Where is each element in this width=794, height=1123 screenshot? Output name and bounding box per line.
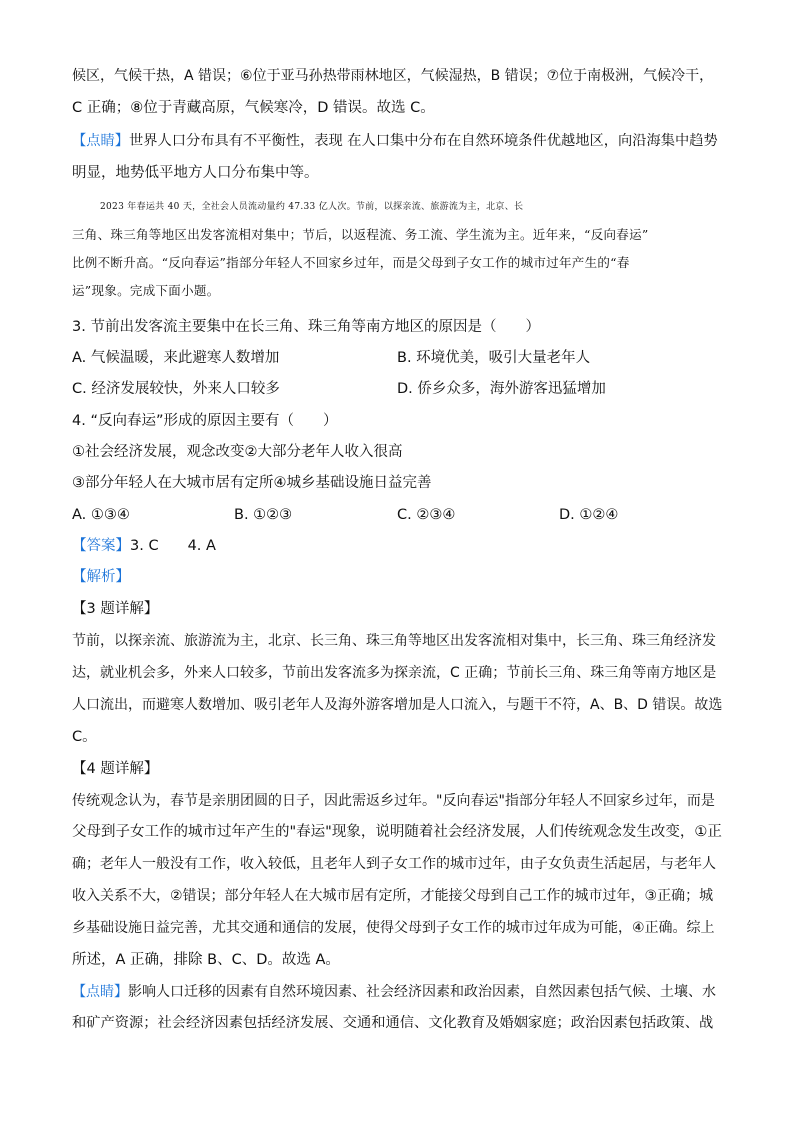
passage-line: 比例不断升高。“反向春运”指部分年轻人不回家乡过年，而是父母到子女工作的城市过年产生的“春 [72, 255, 630, 270]
tip-text: 影响人口迁移的因素有自然环境因素、社会经济因素和政治因素，自然因素包括气候、土壤、水 [128, 984, 716, 1000]
q3-detail-line: 人口流出，而避寒人数增加、吸引老年人及海外游客增加是人口流入，与题干不符，A、B、D 错误。故选 [72, 697, 723, 713]
q4-detail-line: 收入关系不大，②错误；部分年轻人在大城市居有定所，才能接父母到自己工作的城市过年，③正确；城 [72, 888, 714, 904]
passage-line: 运”现象。完成下面小题。 [72, 283, 220, 298]
prev-tip-paragraph [72, 131, 722, 151]
final-tip-paragraph [72, 982, 722, 1002]
prev-answer-line: 候区，气候干热，A 错误；⑥位于亚马孙热带雨林地区，气候湿热，B 错误；⑦位于南极洲，气候冷干， [72, 68, 714, 84]
q4-detail-label: 【4 题详解】 [72, 761, 159, 777]
analysis-label: 【解析】 [72, 569, 130, 585]
q4-option-c: C. ②③④ [397, 507, 456, 523]
q4-detail-line: 所述，A 正确，排除 B、C、D。故选 A。 [72, 952, 340, 968]
q4-detail-line: 传统观念认为，春节是亲朋团圆的日子，因此需返乡过年。"反向春运"指部分年轻人不回家乡过年，而是 [72, 793, 715, 809]
passage-line: 2023 年春运共 40 天，全社会人员流动量约 47.33 亿人次。节前，以探亲流、旅游流为主，北京、长 [100, 202, 524, 212]
q4-item-line: ③部分年轻人在大城市居有定所④城乡基础设施日益完善 [72, 475, 432, 491]
answer-line [72, 536, 722, 556]
answer-text: 3. C 4. A [130, 538, 216, 554]
passage-line: 三角、珠三角等地区出发客流相对集中；节后，以返程流、务工流、学生流为主。近年来，“反向春运” [72, 227, 649, 242]
tip-text: 世界人口分布具有不平衡性，表现 在人口集中分布在自然环境条件优越地区，向沿海集中趋势 [129, 133, 718, 149]
q3-detail-line: C。 [72, 729, 97, 745]
q4-detail-line: 乡基础设施日益完善，尤其交通和通信的发展，使得父母到子女工作的城市过年成为可能，④正确。综上 [72, 920, 715, 936]
prev-answer-line: C 正确；⑧位于青藏高原，气候寒冷，D 错误。故选 C。 [72, 100, 435, 116]
q4-option-b: B. ①②③ [234, 507, 293, 523]
q3-detail-line: 达，就业机会多，外来人口较多，节前出发客流多为探亲流，C 正确；节前长三角、珠三角等南方地区是 [72, 665, 717, 681]
question-4-stem: 4. “反向春运”形成的原因主要有（ ） [72, 413, 338, 429]
q3-option-c: C. 经济发展较快，外来人口较多 [72, 381, 280, 397]
q3-detail-label: 【3 题详解】 [72, 601, 159, 617]
final-tip-line: 和矿产资源；社会经济因素包括经济发展、交通和通信、文化教育及婚姻家庭；政治因素包括政策、战 [72, 1015, 714, 1031]
q4-option-d: D. ①②④ [559, 507, 619, 523]
q4-option-a: A. ①③④ [72, 507, 130, 523]
tip-label: 【点睛】 [72, 133, 130, 149]
q3-option-d: D. 侨乡众多，海外游客迅猛增加 [397, 381, 606, 397]
q3-detail-line: 节前，以探亲流、旅游流为主，北京、长三角、珠三角等地区出发客流相对集中，长三角、珠三角经济发 [72, 633, 716, 649]
q3-option-b: B. 环境优美，吸引大量老年人 [397, 350, 591, 366]
q4-item-line: ①社会经济发展，观念改变②大部分老年人收入很高 [72, 444, 403, 460]
tip-label: 【点睛】 [72, 984, 128, 1000]
question-3-stem: 3. 节前出发客流主要集中在长三角、珠三角等南方地区的原因是（ ） [72, 319, 540, 335]
answer-label: 【答案】 [72, 538, 130, 554]
q4-detail-line: 确；老年人一般没有工作，收入较低，且老年人到子女工作的城市过年，由子女负责生活起居，与老年人 [72, 856, 716, 872]
prev-tip-line: 明显，地势低平地方人口分布集中等。 [72, 165, 319, 181]
q4-detail-line: 父母到子女工作的城市过年产生的"春运"现象，说明随着社会经济发展，人们传统观念发生改变，①正 [72, 824, 722, 840]
q3-option-a: A. 气候温暖，来此避寒人数增加 [72, 350, 280, 366]
